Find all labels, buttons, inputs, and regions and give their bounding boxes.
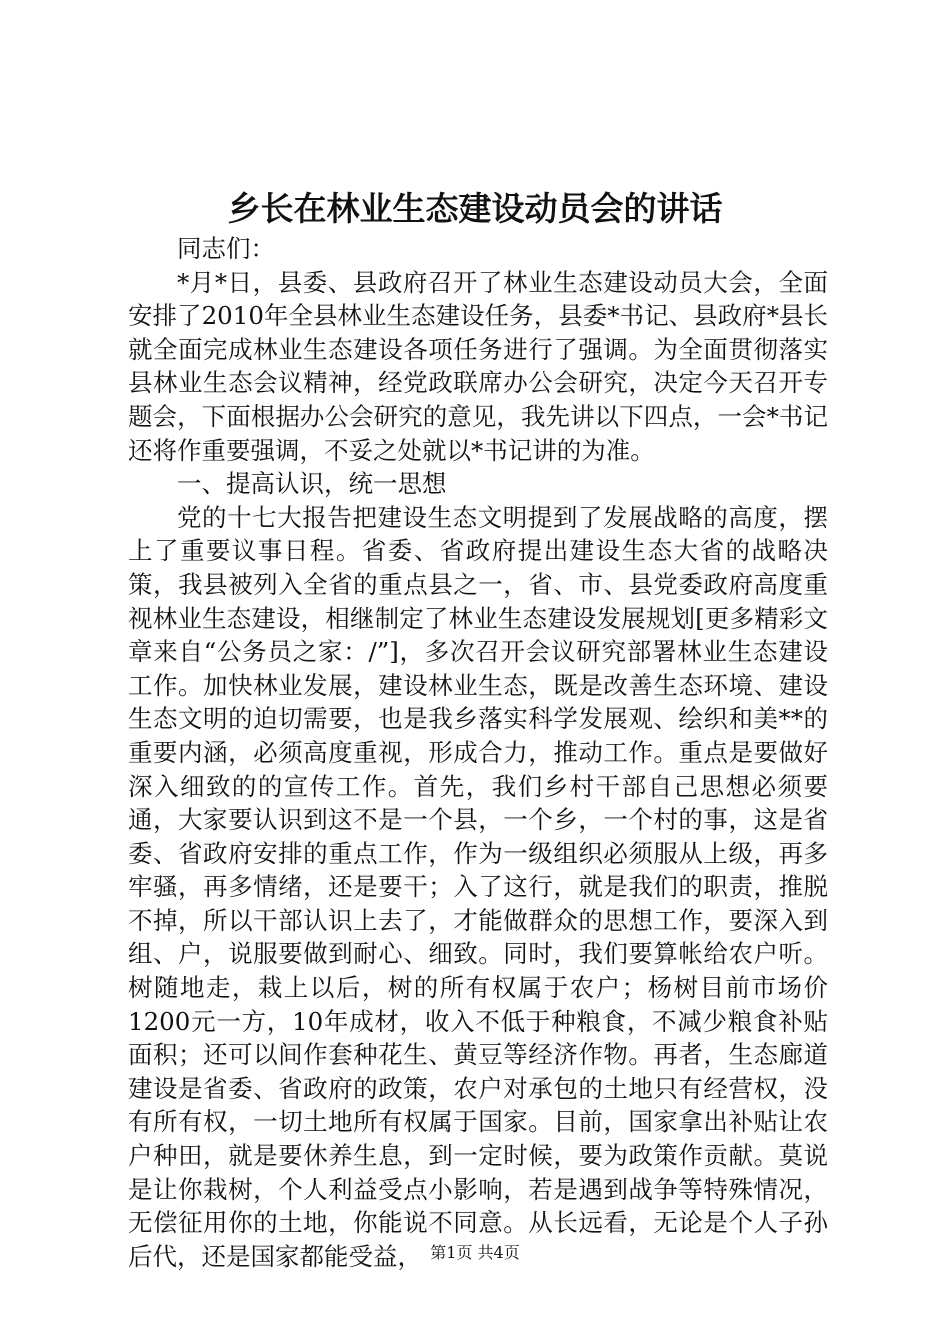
page-number-footer: 第1页 共4页 [430,1243,520,1262]
document-body [128,232,828,1273]
salutation: 同志们： [177,234,275,263]
section-heading-1: 一、提高认识，统一思想 [177,469,447,499]
paragraph-intro: *月*日，县委、县政府召开了林业生态建设动员大会，全面安排了2010年全县林业生态建设任务，县委*书记、县政府*县长就全面完成林业生态建设各项任务进行了强调。为全面贯彻落实县林业生态会议精神，经党政联席办公会研究，决定今天召开专题会，下面根据办公会研究的意见，我先讲以下四点，一会*书记还将作重要强调，不妥之处就以*书记讲的为准。 [128,267,828,465]
document-title: 乡长在林业生态建设动员会的讲话 [227,189,723,228]
paragraph-section-1: 党的十七大报告把建设生态文明提到了发展战略的高度，摆上了重要议事日程。省委、省政府提出建设生态大省的战略决策，我县被列入全省的重点县之一，省、市、县党委政府高度重视林业生态建设，相继制定了林业生态建设发展规划[更多精彩文章来自“公务员之家：/”]，多次召开会议研究部署林业生态建设工作。加快林业发展，建设林业生态，既是改善生态环境、建设生态文明的迫切需要，也是我乡落实科学发展观、绘织和美**的重要内涵，必须高度重视，形成合力，推动工作。重点是要做好深入细致的的宣传工作。首先，我们乡村干部自己思想必须要通，大家要认识到这不是一个县，一个乡，一个村的事，这是省委、省政府安排的重点工作，作为一级组织必须服从上级，再多牢骚，再多情绪，还是要干；入了这行，就是我们的职责，推脱不掉，所以干部认识上去了，才能做群众的思想工作，要深入到组、户，说服要做到耐心、细致。同时，我们要算帐给农户听。树随地走，栽上以后，树的所有权属于农户；杨树目前市场价1200元一方，10年成材，收入不低于种粮食，不减少粮食补贴面积；还可以间作套种花生、黄豆等经济作物。再者，生态廊道建设是省委、省政府的政策，农户对承包的土地只有经营权，没有所有权，一切土地所有权属于国家。目前，国家拿出补贴让农户种田，就是要休养生息，到一定时候，要为政策作贡献。莫说是让你栽树，个人利益受点小影响，若是遇到战争等特殊情况，无偿征用你的土地，你能说不同意。从长远看，无论是个人子孙后代，还是国家都能受益， [128,502,828,1271]
